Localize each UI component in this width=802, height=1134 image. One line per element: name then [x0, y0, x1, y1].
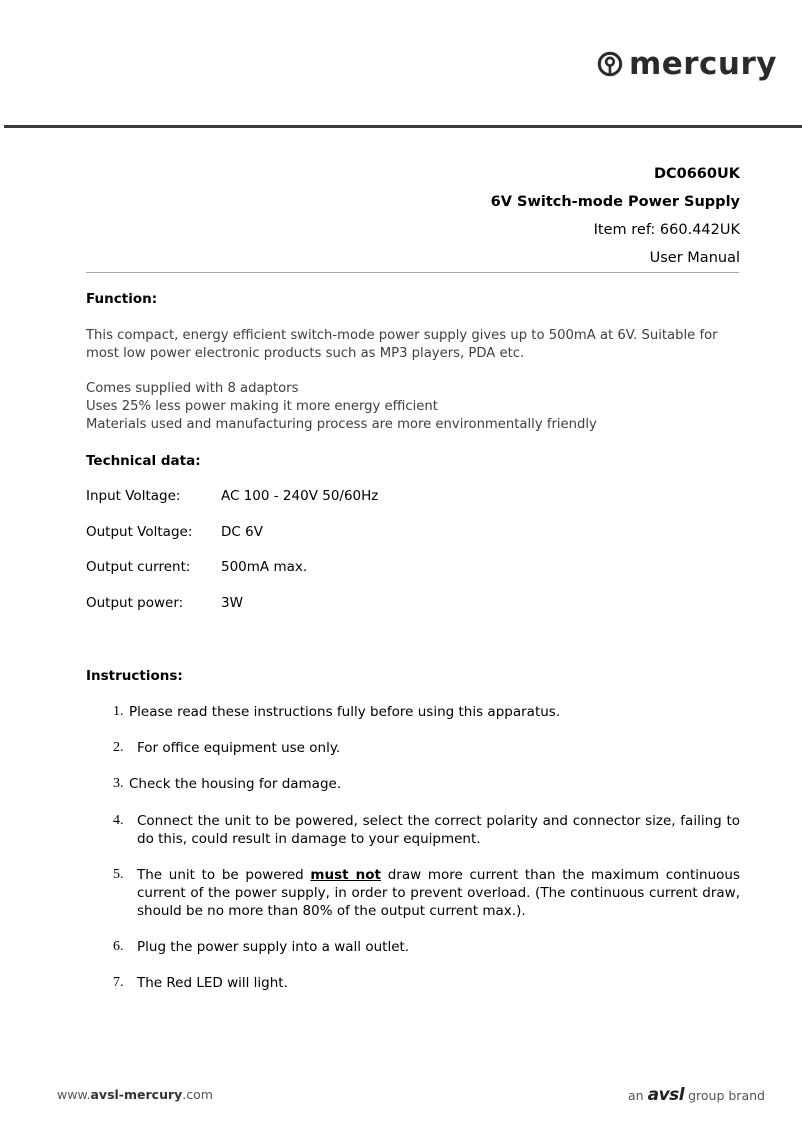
step-text: Connect the unit to be powered, select the correct polarity and connector size, failing to do this, could result in damage to your equipment.	[137, 813, 740, 847]
spec-label: Output power:	[86, 595, 184, 611]
step-number: 1.	[113, 704, 124, 719]
step-text-pre: The unit to be powered	[137, 867, 311, 883]
must-not-emphasis: must not	[310, 867, 382, 883]
feature-list	[86, 380, 746, 434]
step-text	[137, 866, 740, 920]
step-text-post: draw more current than the maximum continuous current of the power supply, in order to prevent overload. (The continuous current draw, should be no more than 80% of the output current max.).	[137, 867, 740, 919]
footer-tag-prefix: an	[628, 1087, 644, 1103]
step-number: 4.	[113, 813, 124, 828]
footer-url	[57, 1087, 213, 1102]
footer-url-brand: avsl-mercury	[90, 1087, 183, 1102]
function-intro-line2: most low power electronic products such as MP3 players, PDA etc.	[86, 346, 525, 361]
step-text: Please read these instructions fully before using this apparatus.	[129, 704, 561, 720]
instruction-step	[86, 775, 740, 793]
avsl-logo: avsl	[647, 1085, 685, 1105]
function-intro-line1: This compact, energy efficient switch-mode power supply gives up to 500mA at 6V. Suitable for	[86, 328, 718, 343]
spec-value: AC 100 - 240V 50/60Hz	[221, 488, 379, 504]
instruction-step	[86, 974, 740, 992]
spec-label: Output Voltage:	[86, 524, 193, 540]
item-ref: Item ref: 660.442UK	[593, 222, 740, 238]
step-text: For office equipment use only.	[137, 740, 341, 756]
instruction-step	[86, 938, 740, 956]
technical-heading: Technical data:	[86, 453, 201, 469]
doc-type: User Manual	[649, 250, 740, 266]
footer-url-suffix: .com	[182, 1087, 213, 1102]
function-intro	[86, 327, 746, 363]
instruction-step	[86, 866, 740, 920]
footer-tag-suffix: group brand	[688, 1087, 765, 1103]
feature-item: Uses 25% less power making it more energy efficient	[86, 399, 438, 414]
step-number: 3.	[113, 776, 124, 791]
spec-value: 3W	[221, 595, 243, 611]
header-divider	[4, 125, 802, 128]
mercury-logo-icon	[597, 47, 623, 81]
spec-label: Input Voltage:	[86, 488, 181, 504]
step-text: Check the housing for damage.	[129, 776, 342, 792]
step-number: 6.	[113, 939, 124, 954]
spec-value: 500mA max.	[221, 559, 308, 575]
feature-item: Materials used and manufacturing process are more environmentally friendly	[86, 417, 597, 432]
product-code: DC0660UK	[653, 166, 740, 182]
step-text: Plug the power supply into a wall outlet.	[137, 939, 410, 955]
instruction-step	[86, 703, 740, 721]
brand-name: mercury	[628, 45, 777, 82]
footer-url-prefix: www.	[57, 1087, 91, 1102]
instruction-step	[86, 739, 740, 757]
step-number: 2.	[113, 740, 124, 755]
function-heading: Function:	[86, 291, 158, 307]
spec-label: Output current:	[86, 559, 191, 575]
brand-logo	[597, 44, 777, 84]
instructions-heading: Instructions:	[86, 668, 183, 684]
title-block	[491, 160, 740, 272]
feature-item: Comes supplied with 8 adaptors	[86, 381, 299, 396]
title-divider	[86, 272, 739, 273]
step-number: 7.	[113, 975, 124, 990]
product-name: 6V Switch-mode Power Supply	[490, 194, 740, 210]
step-text: The Red LED will light.	[137, 975, 288, 991]
instruction-step	[86, 812, 740, 848]
footer-brand-tag	[628, 1085, 765, 1105]
step-number: 5.	[113, 867, 124, 882]
spec-value: DC 6V	[221, 524, 263, 540]
